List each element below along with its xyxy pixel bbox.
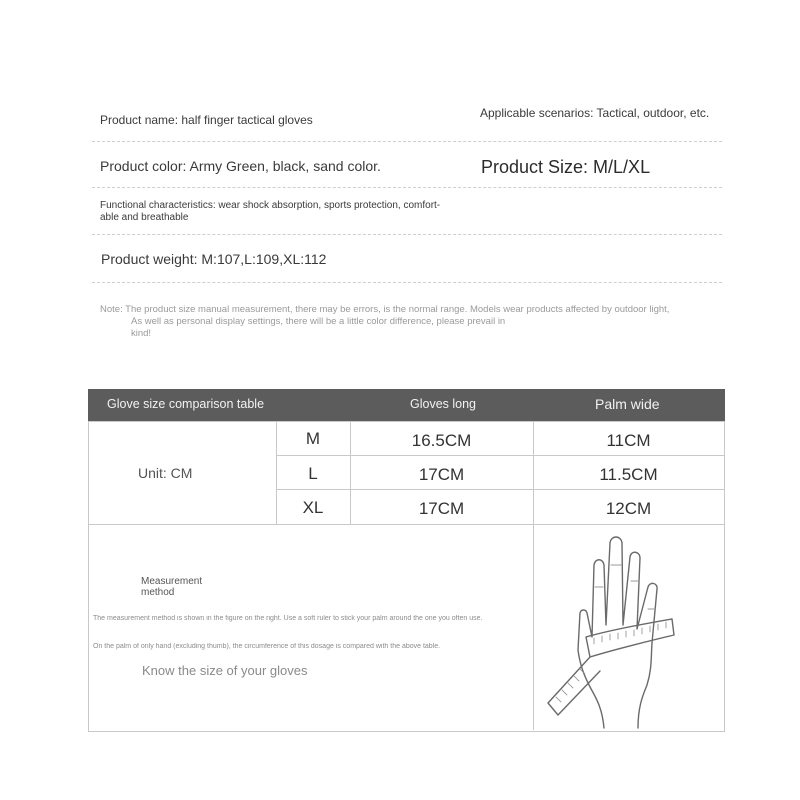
hand-outline [578,537,657,728]
measuring-tape [586,619,674,657]
table-row-palm: 11.5CM [599,465,658,484]
col-header-palm: Palm wide [595,396,660,412]
measurement-tagline: Know the size of your gloves [142,663,308,678]
table-row-palm: 11CM [606,431,651,450]
table-row-size: XL [302,498,324,517]
divider [92,141,722,142]
product-weight: Product weight: M:107,L:109,XL:112 [101,251,327,267]
size-table-header [88,389,725,421]
table-row-length: 17CM [418,465,465,484]
table-row-length: 17CM [418,499,465,518]
divider [92,187,722,188]
product-size: Product Size: M/L/XL [481,157,651,177]
table-row-palm: 12CM [605,499,652,518]
table-row-length: 16.5CM [411,431,472,450]
unit-label: Unit: CM [138,465,193,481]
applicable-scenarios: Applicable scenarios: Tactical, outdoor, etc. [480,106,710,120]
table-row-size: M [305,429,321,448]
measurement-instruction-1: The measurement method is shown in the figure on the right. Use a soft ruler to stick your palm around the one you often use. [93,615,483,622]
product-name: Product name: half finger tactical gloves [100,113,313,127]
divider [92,234,722,235]
hand-measurement-illustration [534,525,722,729]
size-table-title: Glove size comparison table [107,397,265,411]
table-row-size: L [308,464,318,483]
product-color: Product color: Army Green, black, sand color. [100,158,381,174]
divider [92,282,722,283]
functional-characteristics: Functional characteristics: wear shock absorption, sports protection, comfort- able and breathable [100,200,441,223]
measurement-instruction-2: On the palm of only hand (excluding thumb), the circumference of this dosage is compared with the above table. [93,643,441,650]
measurement-title: Measurement method [141,576,203,598]
col-header-length: Gloves long [410,397,477,411]
note: Note: The product size manual measurement, there may be errors, is the normal range. Models wear products affected by outdoor light, As well as personal display settings, there will be a little color difference, please prevail in kind! [100,304,670,339]
